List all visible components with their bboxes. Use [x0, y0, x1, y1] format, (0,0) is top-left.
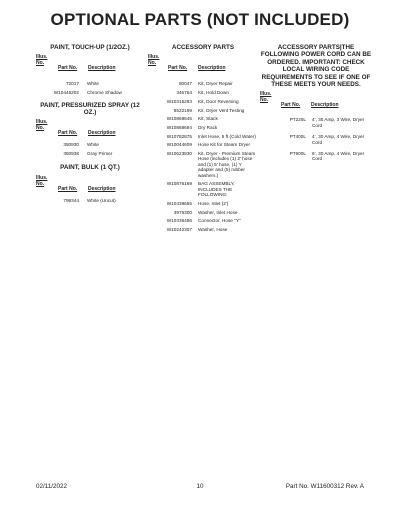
table-row	[148, 210, 258, 215]
part-number: PT600L	[289, 151, 306, 157]
table-row	[148, 90, 258, 95]
table-row	[36, 90, 144, 95]
part-number: 350938	[63, 151, 79, 157]
table-row	[260, 134, 372, 145]
part-description: Kit, Stack	[198, 116, 218, 122]
paint-column	[36, 44, 144, 207]
part-description: Connector, Hose "Y"	[198, 218, 241, 224]
part-number: W10623830	[166, 151, 192, 157]
table-row	[148, 142, 258, 147]
part-number: PT400L	[289, 134, 306, 140]
table-row	[148, 218, 258, 223]
part-number: W10782875	[166, 133, 192, 139]
illus-header: Illus. No.	[36, 174, 48, 187]
part-number: 72017	[65, 81, 79, 87]
touch-up-section	[36, 44, 144, 96]
part-description: Chrome Shadow	[87, 90, 122, 96]
table-row	[260, 151, 372, 162]
part-description: 6', 30 Amp, 4 Wire, Dryer Cord	[312, 151, 365, 162]
table-row	[148, 227, 258, 232]
part-number: W10446202	[53, 90, 79, 96]
illus-header: Illus. No.	[36, 119, 48, 132]
illus-header: Illus. No.	[36, 54, 48, 67]
part-description: 4', 30 Amp, 3 Wire, Dryer Cord	[312, 117, 365, 128]
part-number: 3976300	[173, 209, 192, 215]
part-description: Inlet Hose, 5 ft (Cold Water)	[198, 133, 256, 139]
accessory-parts-column	[148, 44, 258, 236]
illus-header: Illus. No.	[260, 91, 272, 104]
part-number: W10869645	[166, 116, 192, 122]
part-description: BAG ASSEMBLY, INCLUDES THE FOLLOWING:	[198, 181, 235, 198]
table-row	[36, 151, 144, 156]
table-row	[148, 116, 258, 121]
part-description: Hose Kit for Steam Dryer	[198, 142, 251, 148]
part-description: White (Uncut)	[87, 197, 116, 203]
table-row	[148, 181, 258, 197]
table-row	[148, 134, 258, 139]
part-number: W10242307	[166, 226, 192, 232]
part-number: W10044609	[166, 142, 192, 148]
part-description: Washer, Inlet Hose	[198, 209, 238, 215]
footer-date: 02/11/2022	[36, 483, 68, 490]
part-no-header: Part No.	[58, 185, 78, 192]
part-description: White	[87, 142, 99, 148]
part-no-header: Part No.	[168, 65, 188, 72]
part-number: PT220L	[289, 117, 306, 123]
part-description: Kit, Dryer Vent Testing	[198, 107, 245, 113]
table-row	[148, 151, 258, 178]
section-title: PAINT, PRESSURIZED SPRAY (12 OZ.)	[40, 101, 140, 116]
description-header: Description	[198, 65, 226, 72]
part-description: Kit, Dryer Repair	[198, 81, 233, 87]
table-header	[260, 92, 372, 108]
part-number: W10876169	[166, 181, 192, 187]
table-row	[36, 198, 144, 203]
section-title: PAINT, TOUCH-UP (1/2OZ.)	[50, 44, 130, 51]
part-description: Washer, Hose	[198, 226, 228, 232]
part-description: Kit, Dryer - Premium Steam Hose (includes (1) 2' hose and (1) 5' hose, (1) Y adapter and (5) rubber washers.)	[198, 151, 256, 178]
table-row	[36, 142, 144, 147]
table-header	[36, 55, 144, 71]
pressurized-spray-section	[36, 102, 144, 157]
illus-header: Illus. No.	[148, 54, 160, 67]
section-title: ACCESSORY PARTS|THE FOLLOWING POWER CORD CAN BE ORDERED. IMPORTANT: CHECK LOCAL WIRING CODE REQUIREMENTS TO SEE IF ONE OF THESE MEETS YOUR NEEDS.	[260, 44, 372, 89]
part-no-header: Part No.	[58, 65, 78, 72]
table-header	[36, 176, 144, 192]
part-description: Gray Primer	[87, 151, 113, 157]
part-number: W10868694	[166, 124, 192, 130]
part-number: 80047	[178, 81, 192, 87]
part-description: Dry Rack	[198, 124, 218, 130]
part-description: Hose, Inlet (2')	[198, 200, 229, 206]
part-description: Kit, Hold Down	[198, 90, 230, 96]
table-header	[36, 120, 144, 136]
description-header: Description	[311, 102, 339, 109]
section-title: ACCESSORY PARTS	[171, 44, 235, 51]
table-row	[36, 81, 144, 86]
description-header: Description	[88, 185, 116, 192]
part-number: W10439655	[166, 200, 192, 206]
part-description: 4', 30 Amp, 4 Wire, Dryer Cord	[312, 134, 365, 145]
footer-part-number: Part No. W11600312 Rev. A	[285, 483, 364, 490]
table-row	[148, 99, 258, 104]
table-row	[148, 201, 258, 206]
description-header: Description	[88, 65, 116, 72]
part-description: Kit, Door Reversing	[198, 98, 239, 104]
power-cord-column	[260, 44, 372, 165]
footer-page-number: 10	[196, 483, 204, 490]
part-number: W10336486	[166, 218, 192, 224]
bulk-paint-section	[36, 164, 144, 203]
table-row	[260, 117, 372, 128]
section-title: PAINT, BULK (1 QT.)	[60, 164, 120, 172]
part-no-header: Part No.	[281, 102, 301, 109]
part-number: 799344	[63, 197, 79, 203]
part-no-header: Part No.	[58, 130, 78, 137]
part-number: 346764	[176, 90, 192, 96]
part-description: White	[87, 81, 99, 87]
part-number: 8522199	[173, 107, 192, 113]
table-row	[148, 108, 258, 113]
part-number: 350930	[63, 142, 79, 148]
table-row	[148, 81, 258, 86]
part-number: W10315283	[166, 98, 192, 104]
description-header: Description	[88, 130, 116, 137]
table-row	[148, 125, 258, 130]
table-header	[148, 55, 258, 71]
page-title: OPTIONAL PARTS (NOT INCLUDED)	[50, 10, 350, 29]
